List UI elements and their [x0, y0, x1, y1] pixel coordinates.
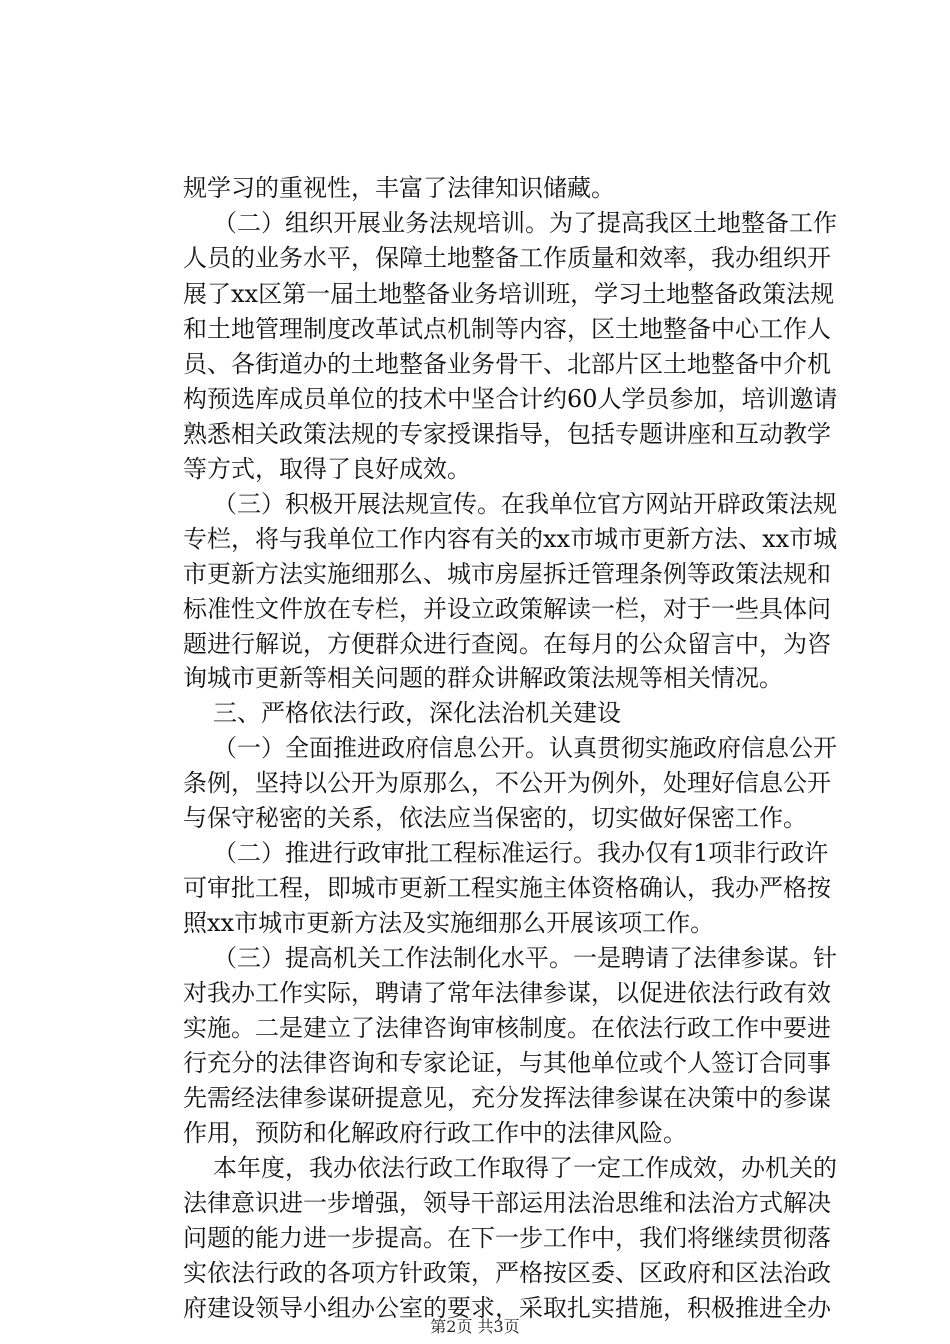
text-line-33: 府建设领导小组办公室的要求，采取扎实措施，积极推进全办: [183, 1294, 831, 1322]
text-line-21: 可审批工程，即城市更新工程实施主体资格确认，我办严格按: [183, 874, 831, 902]
text-line-17: （一）全面推进政府信息公开。认真贯彻实施政府信息公开: [213, 734, 837, 762]
text-line-30: 法律意识进一步增强，领导干部运用法治思维和法治方式解决: [183, 1189, 831, 1217]
text-line-2: （二）组织开展业务法规培训。为了提高我区土地整备工作: [213, 209, 837, 237]
text-line-4: 展了xx区第一届土地整备业务培训班，学习土地整备政策法规: [183, 280, 835, 308]
text-line-5: 和土地管理制度改革试点机制等内容，区土地整备中心工作人: [183, 315, 831, 343]
text-line-28: 作用，预防和化解政府行政工作中的法律风险。: [183, 1119, 687, 1147]
text-line-6: 员、各街道办的土地整备业务骨干、北部片区土地整备中介机: [183, 350, 831, 378]
text-line-15: 询城市更新等相关问题的群众讲解政策法规等相关情况。: [183, 664, 783, 692]
text-line-31: 问题的能力进一步提高。在下一步工作中，我们将继续贯彻落: [183, 1224, 831, 1252]
section-heading-3: 三、严格依法行政，深化法治机关建设: [213, 699, 621, 727]
text-line-29: 本年度，我办依法行政工作取得了一定工作成效，办机关的: [213, 1154, 837, 1182]
text-line-27: 先需经法律参谋研提意见，充分发挥法律参谋在决策中的参谋: [183, 1084, 831, 1112]
text-line-9: 等方式，取得了良好成效。: [183, 455, 471, 483]
text-line-7: 构预选库成员单位的技术中坚合计约60人学员参加，培训邀请: [183, 385, 838, 413]
text-line-25: 实施。二是建立了法律咨询审核制度。在依法行政工作中要进: [183, 1014, 831, 1042]
text-line-24: 对我办工作实际，聘请了常年法律参谋，以促进依法行政有效: [183, 979, 831, 1007]
page-footer: 第2页 共3页: [430, 1317, 520, 1336]
text-line-18: 条例，坚持以公开为原那么，不公开为例外，处理好信息公开: [183, 769, 831, 797]
text-line-12: 市更新方法实施细那么、城市房屋拆迁管理条例等政策法规和: [183, 560, 831, 588]
text-line-26: 行充分的法律咨询和专家论证，与其他单位或个人签订合同事: [183, 1049, 831, 1077]
text-line-11: 专栏，将与我单位工作内容有关的xx市城市更新方法、xx市城: [183, 525, 838, 553]
text-line-3: 人员的业务水平，保障土地整备工作质量和效率，我办组织开: [183, 244, 831, 272]
text-line-1: 规学习的重视性，丰富了法律知识储藏。: [183, 174, 615, 202]
text-line-14: 题进行解说，方便群众进行查阅。在每月的公众留言中，为咨: [183, 630, 831, 658]
text-line-23: （三）提高机关工作法制化水平。一是聘请了法律参谋。针: [213, 944, 837, 972]
text-line-22: 照xx市城市更新方法及实施细那么开展该项工作。: [183, 909, 715, 937]
text-line-13: 标准性文件放在专栏，并设立政策解读一栏，对于一些具体问: [183, 595, 831, 623]
text-line-20: （二）推进行政审批工程标准运行。我办仅有1项非行政许: [213, 839, 829, 867]
text-line-32: 实依法行政的各项方针政策，严格按区委、区政府和区法治政: [183, 1259, 831, 1287]
text-line-8: 熟悉相关政策法规的专家授课指导，包括专题讲座和互动教学: [183, 420, 831, 448]
text-line-10: （三）积极开展法规宣传。在我单位官方网站开辟政策法规: [213, 490, 837, 518]
text-line-19: 与保守秘密的关系，依法应当保密的，切实做好保密工作。: [183, 804, 807, 832]
